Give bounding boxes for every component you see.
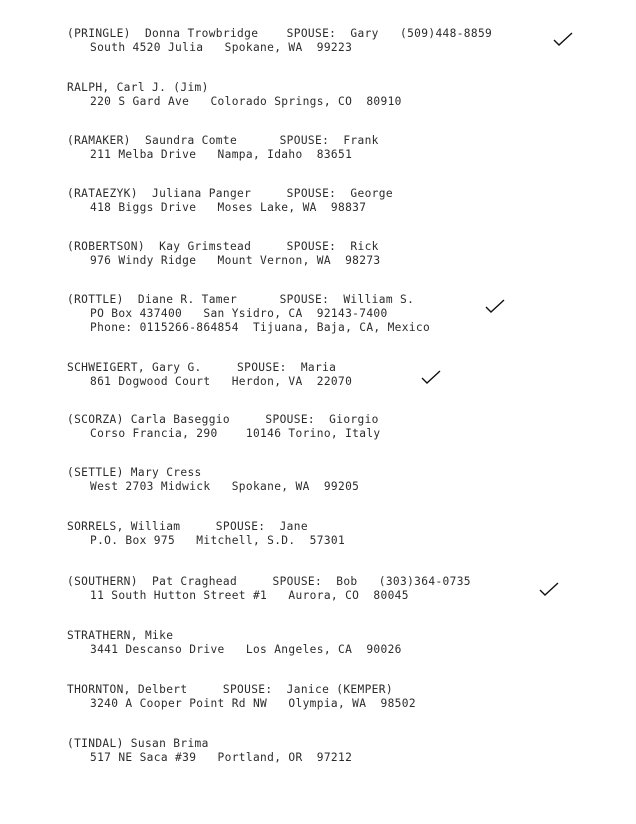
entry-address-line: South 4520 Julia Spokane, WA 99223 [90,41,353,54]
entry-address-line: 211 Melba Drive Nampa, Idaho 83651 [90,148,353,161]
entry-address-line: Corso Francia, 290 10146 Torino, Italy [90,427,381,440]
entry-address-line: 3240 A Cooper Point Rd NW Olympia, WA 98502 [90,697,416,710]
entry-name-line: (RAMAKER) Saundra Comte SPOUSE: Frank [67,134,379,147]
entry-address-line: 418 Biggs Drive Moses Lake, WA 98837 [90,201,367,214]
entry-name-line: (ROBERTSON) Kay Grimstead SPOUSE: Rick [67,240,379,253]
entry-address-line: P.O. Box 975 Mitchell, S.D. 57301 [90,534,346,547]
entry-address-line: 220 S Gard Ave Colorado Springs, CO 80910 [90,95,402,108]
entry-name-line: (RATAEZYK) Juliana Panger SPOUSE: George [67,187,393,200]
entry-address-line: PO Box 437400 San Ysidro, CA 92143-7400 [90,307,388,320]
checkmark-icon [552,31,574,47]
entry-name-line: (PRINGLE) Donna Trowbridge SPOUSE: Gary (509)448-8859 [67,27,493,40]
checkmark-icon [538,581,560,597]
entry-name-line: (SOUTHERN) Pat Craghead SPOUSE: Bob (303)364-0735 [67,575,471,588]
entry-name-line: (ROTTLE) Diane R. Tamer SPOUSE: William S. [67,293,415,306]
entry-address-line: 861 Dogwood Court Herdon, VA 22070 [90,375,353,388]
entry-name-line: THORNTON, Delbert SPOUSE: Janice (KEMPER) [67,683,393,696]
entry-name-line: SORRELS, William SPOUSE: Jane [67,520,308,533]
entry-address-line: 3441 Descanso Drive Los Angeles, CA 90026 [90,643,402,656]
entry-address-line: 517 NE Saca #39 Portland, OR 97212 [90,751,353,764]
entry-address-line: West 2703 Midwick Spokane, WA 99205 [90,480,360,493]
checkmark-icon [484,298,506,314]
entry-name-line: SCHWEIGERT, Gary G. SPOUSE: Maria [67,361,337,374]
checkmark-icon [420,369,442,385]
entry-address-line: 976 Windy Ridge Mount Vernon, WA 98273 [90,254,381,267]
entry-name-line: (SCORZA) Carla Baseggio SPOUSE: Giorgio [67,413,379,426]
entry-name-line: RALPH, Carl J. (Jim) [67,81,209,94]
entry-name-line: (TINDAL) Susan Brima [67,737,209,750]
entry-name-line: (SETTLE) Mary Cress [67,466,202,479]
entry-phone-line: Phone: 0115266-864854 Tijuana, Baja, CA, Mexico [90,321,431,334]
entry-address-line: 11 South Hutton Street #1 Aurora, CO 80045 [90,589,409,602]
entry-name-line: STRATHERN, Mike [67,629,174,642]
